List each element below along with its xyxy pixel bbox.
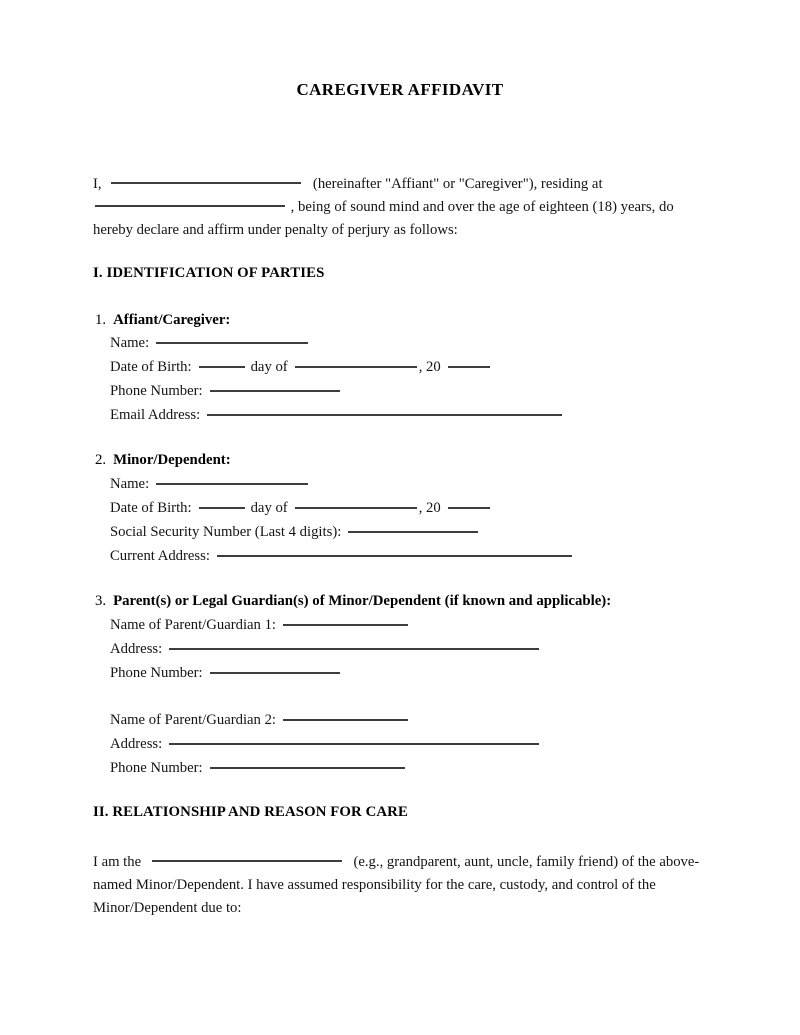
affiant-dob-year-blank[interactable] (448, 366, 490, 368)
field-label: Address: (110, 736, 163, 752)
affiant-dob-day-blank[interactable] (199, 366, 245, 368)
item-heading-guardians (95, 593, 611, 610)
guardian2-name-blank[interactable] (283, 719, 408, 721)
relationship-line-2: named Minor/Dependent. I have assumed responsibility for the care, custody, and control of the (93, 877, 656, 893)
field-guardian2-phone (110, 760, 405, 777)
field-guardian1-name (110, 617, 408, 634)
field-label: Email Address: (110, 407, 201, 423)
item-number-3: 3. (95, 593, 107, 609)
relationship-line-3: Minor/Dependent due to: (93, 900, 242, 916)
intro-line-3: hereby declare and affirm under penalty of perjury as follows: (93, 222, 458, 238)
item-label-guardians: Parent(s) or Legal Guardian(s) of Minor/Dependent (if known and applicable): (113, 593, 612, 609)
field-label: Social Security Number (Last 4 digits): (110, 524, 342, 540)
intro-line-2-suffix: , being of sound mind and over the age of eighteen (18) years, do (290, 199, 674, 215)
relationship-type-blank[interactable] (152, 860, 342, 862)
field-label: Name: (110, 476, 150, 492)
field-guardian2-address (110, 736, 539, 753)
guardian1-phone-blank[interactable] (210, 672, 340, 674)
section-heading-relationship: II. RELATIONSHIP AND REASON FOR CARE (93, 804, 408, 820)
field-label: Phone Number: (110, 760, 203, 776)
field-guardian2-name (110, 712, 408, 729)
intro-line-1 (93, 173, 603, 196)
field-minor-address (110, 548, 572, 565)
guardian2-address-blank[interactable] (169, 743, 539, 745)
field-affiant-dob (110, 359, 490, 376)
field-label: Date of Birth: (110, 500, 192, 516)
minor-dob-year-blank[interactable] (448, 507, 490, 509)
field-guardian1-phone (110, 665, 340, 682)
field-mid-text: day of (250, 500, 288, 516)
field-label: Phone Number: (110, 383, 203, 399)
field-label: Name: (110, 335, 150, 351)
affiant-phone-blank[interactable] (210, 390, 340, 392)
relationship-line-1-suffix: (e.g., grandparent, aunt, uncle, family friend) of the above- (353, 854, 700, 870)
field-tail-text: , 20 (418, 500, 441, 516)
field-label: Name of Parent/Guardian 2: (110, 712, 276, 728)
field-label: Date of Birth: (110, 359, 192, 375)
section-heading-identification: I. IDENTIFICATION OF PARTIES (93, 265, 325, 281)
item-heading-affiant (95, 312, 230, 329)
field-minor-ssn (110, 524, 478, 541)
page-title: CAREGIVER AFFIDAVIT (296, 80, 504, 99)
field-label: Current Address: (110, 548, 210, 564)
affiant-name-input-blank[interactable] (156, 342, 308, 344)
field-label: Address: (110, 641, 163, 657)
affiant-email-blank[interactable] (207, 414, 562, 416)
field-minor-dob (110, 500, 490, 517)
guardian1-name-blank[interactable] (283, 624, 408, 626)
field-affiant-name (110, 335, 308, 352)
intro-line-1-suffix: (hereinafter "Affiant" or "Caregiver"), residing at (312, 176, 603, 192)
field-tail-text: , 20 (418, 359, 441, 375)
intro-line-1-prefix: I, (93, 176, 102, 192)
relationship-line-1 (93, 851, 699, 874)
affiant-name-blank[interactable] (111, 182, 301, 184)
field-guardian1-address (110, 641, 539, 658)
item-label-affiant: Affiant/Caregiver: (113, 312, 231, 328)
affiant-address-blank[interactable] (95, 205, 285, 207)
affiant-dob-month-blank[interactable] (295, 366, 417, 368)
field-minor-name (110, 476, 308, 493)
minor-ssn-blank[interactable] (348, 531, 478, 533)
item-label-minor: Minor/Dependent: (113, 452, 231, 468)
field-label: Phone Number: (110, 665, 203, 681)
field-affiant-phone (110, 383, 340, 400)
item-heading-minor (95, 452, 231, 469)
guardian2-phone-blank[interactable] (210, 767, 405, 769)
item-number-1: 1. (95, 312, 107, 328)
field-label: Name of Parent/Guardian 1: (110, 617, 276, 633)
field-mid-text: day of (250, 359, 288, 375)
item-number-2: 2. (95, 452, 107, 468)
minor-name-blank[interactable] (156, 483, 308, 485)
relationship-line-1-prefix: I am the (93, 854, 142, 870)
intro-line-2 (95, 196, 674, 219)
minor-address-blank[interactable] (217, 555, 572, 557)
guardian1-address-blank[interactable] (169, 648, 539, 650)
minor-dob-month-blank[interactable] (295, 507, 417, 509)
minor-dob-day-blank[interactable] (199, 507, 245, 509)
field-affiant-email (110, 407, 562, 424)
